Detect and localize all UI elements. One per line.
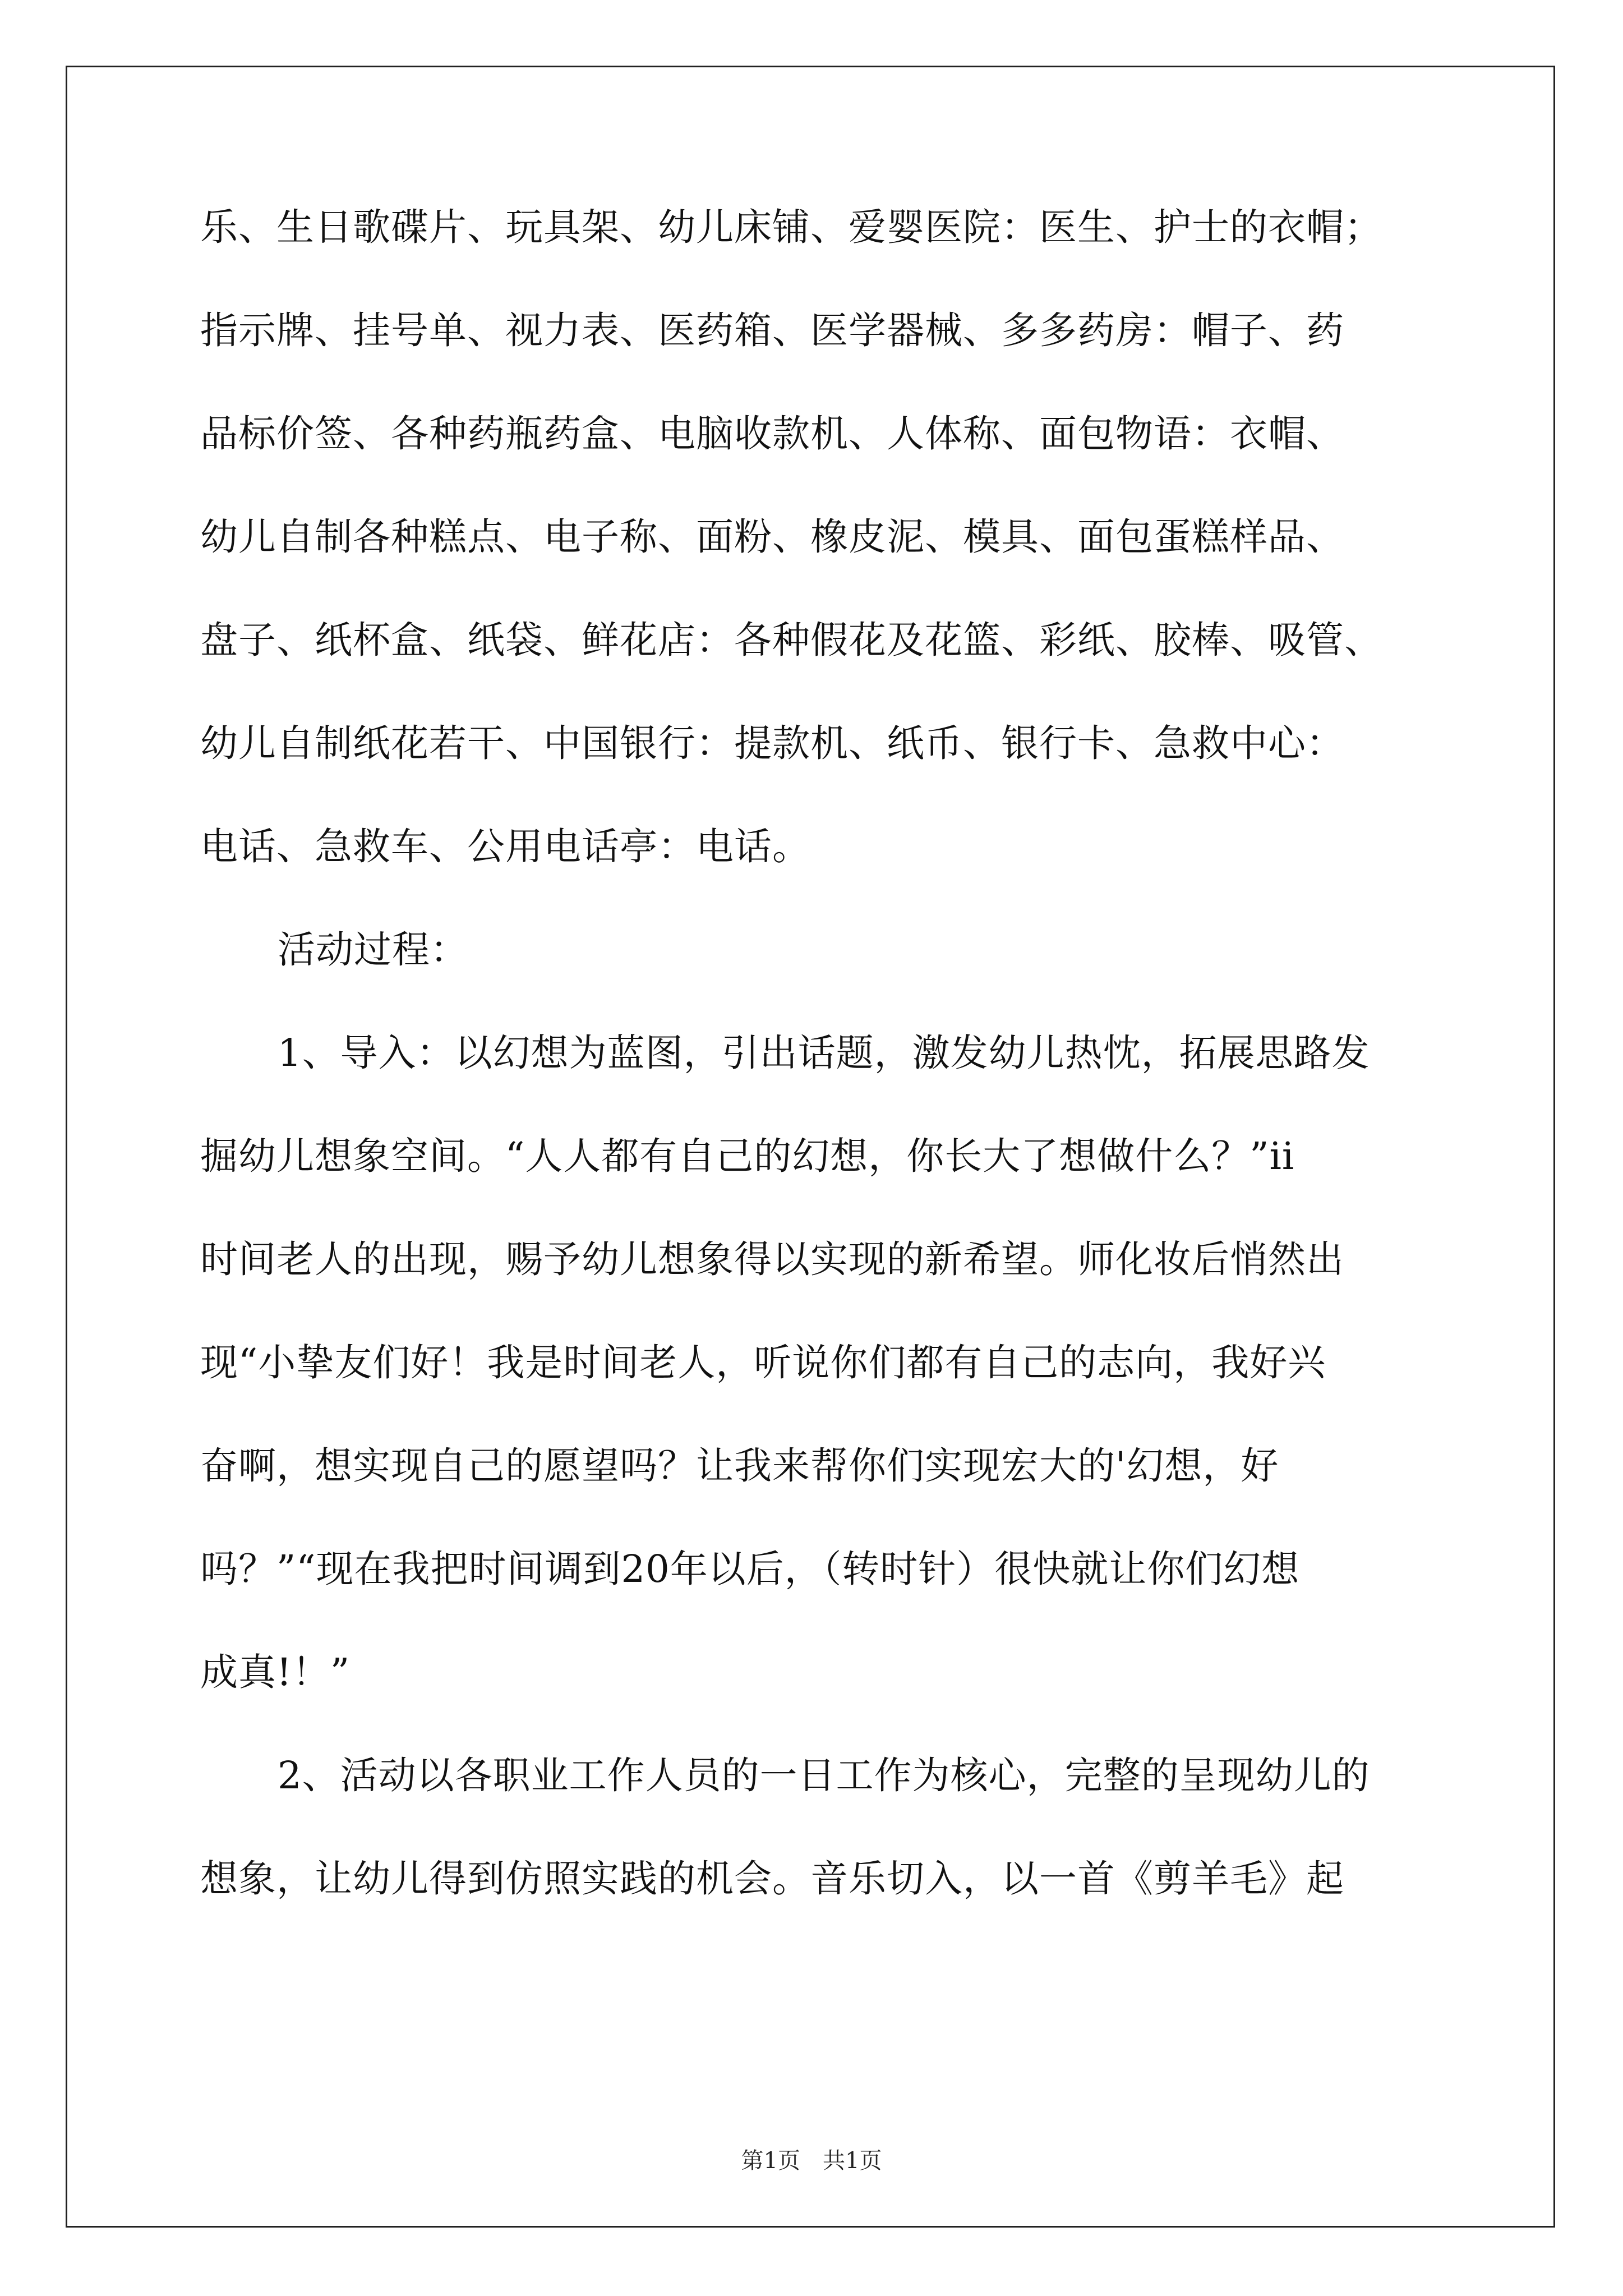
text-line: 时间老人的出现，赐予幼儿想象得以实现的新希望。师化妆后悄然出 bbox=[200, 1237, 1344, 1281]
section-heading: 活动过程： bbox=[278, 928, 468, 972]
text-line: 奋啊，想实现自己的愿望吗？让我来帮你们实现宏大的'幻想，好 bbox=[200, 1444, 1279, 1488]
text-line: 幼儿自制纸花若干、中国银行：提款机、纸币、银行卡、急救中心： bbox=[200, 721, 1344, 765]
text-line: 指示牌、挂号单、视力表、医药箱、医学器械、多多药房：帽子、药 bbox=[200, 309, 1344, 352]
text-line: 想象，让幼儿得到仿照实践的机会。音乐切入，以一首《剪羊毛》起 bbox=[200, 1857, 1344, 1901]
page-footer: 第1页 共1页 bbox=[741, 2148, 882, 2174]
text-line: 现“小挚友们好！我是时间老人，听说你们都有自己的志向，我好兴 bbox=[200, 1341, 1326, 1384]
text-line: 品标价签、各种药瓶药盒、电脑收款机、人体称、面包物语：衣帽、 bbox=[200, 412, 1344, 455]
text-line: 成真!！” bbox=[200, 1650, 351, 1694]
text-line: 1、导入：以幻想为蓝图，引出话题，激发幼儿热忱，拓展思路发 bbox=[278, 1031, 1370, 1075]
text-line: 乐、生日歌碟片、玩具架、幼儿床铺、爱婴医院：医生、护士的衣帽； bbox=[200, 205, 1382, 249]
text-line: 2、活动以各职业工作人员的一日工作为核心，完整的呈现幼儿的 bbox=[278, 1754, 1370, 1797]
text-line: 掘幼儿想象空间。“人人都有自己的幻想，你长大了想做什么？”ii bbox=[200, 1134, 1295, 1178]
text-line: 电话、急救车、公用电话亭：电话。 bbox=[200, 825, 810, 868]
text-line: 盘子、纸杯盒、纸袋、鲜花店：各种假花及花篮、彩纸、胶棒、吸管、 bbox=[200, 618, 1382, 662]
text-line: 吗？”“现在我把时间调到20年以后，（转时针）很快就让你们幻想 bbox=[200, 1547, 1300, 1591]
text-line: 幼儿自制各种糕点、电子称、面粉、橡皮泥、模具、面包蛋糕样品、 bbox=[200, 515, 1344, 559]
